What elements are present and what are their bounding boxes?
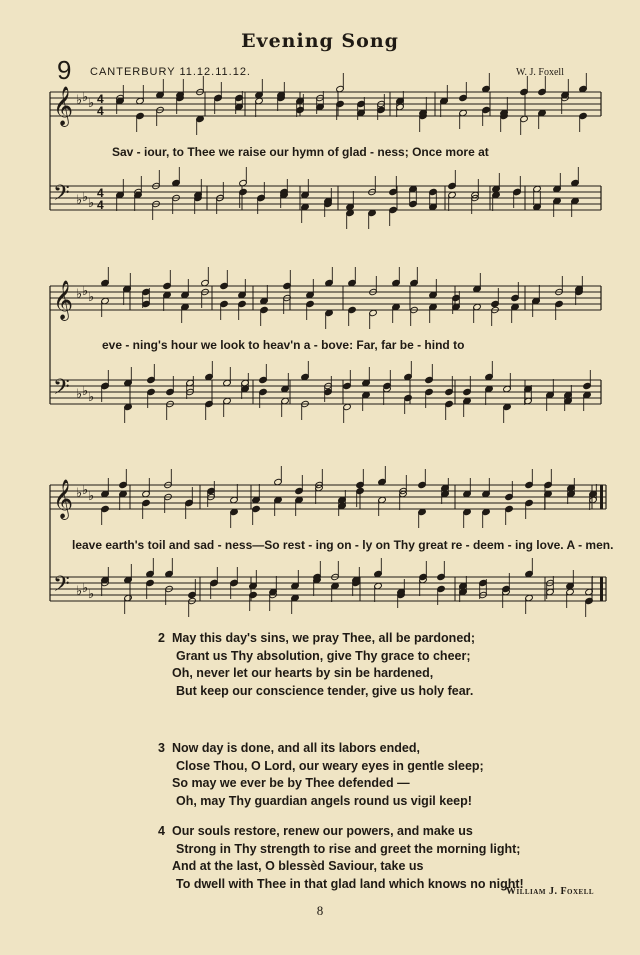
lyric-line-1: Sav - iour, to Thee we raise our hymn of glad - ness; Once more at	[112, 145, 489, 159]
verse-line: Close Thou, O Lord, our weary eyes in gentle sleep;	[176, 758, 484, 773]
hymn-title: Evening Song	[241, 30, 399, 52]
verse-line: So may we ever be by Thee defended —	[172, 776, 410, 790]
treble-clef-icon: 𝄞	[53, 280, 74, 320]
flat-icon: ♭	[76, 387, 83, 402]
flat-icon: ♭	[88, 196, 95, 211]
verse-4	[158, 823, 524, 893]
time-signature-bottom: 4	[97, 104, 104, 118]
flat-icon: ♭	[88, 290, 95, 305]
page-number: 8	[316, 903, 324, 918]
verse-line: Oh, never let our hearts by sin be hardened,	[172, 666, 434, 680]
hymn-author: William J. Foxell	[506, 886, 595, 897]
verse-line: Grant us Thy absolution, give Thy grace to cheer;	[176, 648, 471, 663]
bass-clef-icon: 𝄢	[53, 375, 70, 405]
flat-icon: ♭	[88, 489, 95, 504]
lyric-line-2: eve - ning's hour we look to heav'n a - bove: Far, far be - hind to	[102, 338, 465, 352]
flat-icon: ♭	[76, 486, 83, 501]
bass-clef-icon: 𝄢	[53, 181, 70, 211]
verse-line: Strong in Thy strength to rise and greet the morning light;	[176, 841, 521, 856]
flat-icon: ♭	[76, 193, 83, 208]
flat-icon: ♭	[82, 483, 89, 498]
verse-number: 3	[158, 741, 165, 755]
treble-clef-icon: 𝄞	[53, 86, 74, 126]
flat-icon: ♭	[82, 581, 89, 596]
flat-icon: ♭	[76, 287, 83, 302]
final-barline	[600, 577, 603, 601]
time-signature-bottom: 4	[97, 198, 104, 212]
flat-icon: ♭	[88, 587, 95, 602]
flat-icon: ♭	[82, 90, 89, 105]
verse-number: 2	[158, 631, 165, 645]
verse-number: 4	[158, 824, 165, 838]
verse-line: May this day's sins, we pray Thee, all be pardoned;	[172, 631, 476, 645]
flat-icon: ♭	[76, 584, 83, 599]
composer: W. J. Foxell	[516, 67, 564, 78]
flat-icon: ♭	[82, 190, 89, 205]
verse-line: And at the last, O blessèd Saviour, take us	[172, 859, 424, 873]
final-barline	[600, 485, 603, 509]
time-signature-top: 4	[97, 92, 104, 106]
verse-3	[158, 740, 484, 810]
flat-icon: ♭	[76, 93, 83, 108]
verse-line: Oh, may Thy guardian angels round us vigil keep!	[176, 793, 472, 808]
verse-line: Now day is done, and all its labors ended,	[172, 741, 420, 755]
lyric-line-3: leave earth's toil and sad - ness—So rest - ing on - ly on Thy great re - deem - ing love. A - men.	[72, 538, 614, 552]
tune-name: CANTERBURY	[90, 66, 176, 78]
flat-icon: ♭	[88, 96, 95, 111]
hymn-number: 9	[57, 55, 72, 85]
meter: 11.12.11.12.	[179, 66, 251, 78]
flat-icon: ♭	[82, 384, 89, 399]
verse-line: To dwell with Thee in that glad land which knows no night!	[176, 876, 524, 891]
time-signature-top: 4	[97, 186, 104, 200]
verse-line: Our souls restore, renew our powers, and make us	[172, 824, 473, 838]
verse-line: But keep our conscience tender, give us holy fear.	[176, 683, 474, 698]
treble-clef-icon: 𝄞	[53, 479, 74, 519]
flat-icon: ♭	[88, 390, 95, 405]
flat-icon: ♭	[82, 284, 89, 299]
bass-clef-icon: 𝄢	[53, 572, 70, 602]
verse-2	[158, 630, 475, 700]
